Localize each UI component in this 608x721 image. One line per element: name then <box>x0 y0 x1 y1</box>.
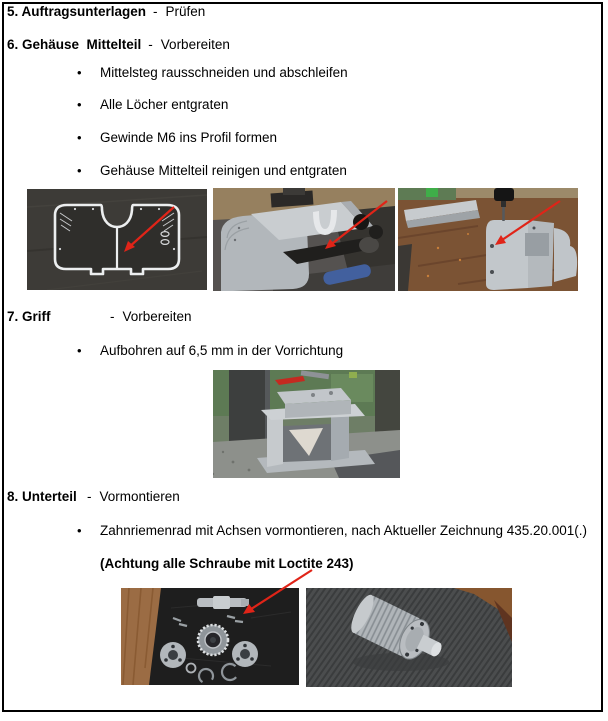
bullet-text: Aufbohren auf 6,5 mm in der Vorrichtung <box>100 343 344 358</box>
separator-dash: - <box>148 37 153 52</box>
bullet-item <box>77 130 277 145</box>
drill-fixture-photo-svg <box>213 370 400 478</box>
bullet-text: Zahnriemenrad mit Achsen vormontieren, nach Aktueller Zeichnung 435.20.001(.) <box>100 523 588 538</box>
bullet-dot: • <box>77 523 82 538</box>
bullet-item <box>77 163 347 178</box>
bullet-item <box>77 97 228 112</box>
bullet-item <box>77 523 587 538</box>
section-8-action: Vormontieren <box>99 489 180 504</box>
loctite-warning-note: (Achtung alle Schraube mit Loctite 243) <box>100 556 354 571</box>
bullet-text: Gehäuse Mittelteil reinigen und entgraten <box>100 163 347 178</box>
bullet-text: Alle Löcher entgraten <box>100 97 229 112</box>
bullet-text: Gewinde M6 ins Profil formen <box>100 130 278 145</box>
bullet-item <box>77 65 348 80</box>
toothed-pulley <box>198 625 228 655</box>
drilling-photo <box>398 188 578 291</box>
section-7-action: Vorbereiten <box>122 309 192 324</box>
separator-dash: - <box>110 309 115 324</box>
section-5-heading <box>7 4 205 19</box>
assembled-pulley-photo-svg <box>306 588 512 687</box>
housing-profile-photo <box>27 189 207 290</box>
red-arrow <box>232 566 322 621</box>
section-6-action: Vorbereiten <box>160 37 230 52</box>
bullet-dot: • <box>77 163 82 178</box>
separator-dash: - <box>153 4 158 19</box>
section-8-title: 8. Unterteil <box>7 489 77 504</box>
drill-fixture-photo <box>213 370 400 478</box>
section-7-heading <box>7 309 192 324</box>
section-8-heading <box>7 489 180 504</box>
belt-sanding-photo-svg <box>213 188 395 291</box>
housing-profile-photo-svg <box>27 189 207 290</box>
separator-dash: - <box>87 489 92 504</box>
section-5-action: Prüfen <box>165 4 206 19</box>
bullet-dot: • <box>77 97 82 112</box>
bullet-dot: • <box>77 130 82 145</box>
section-6-heading <box>7 37 230 52</box>
section-5-title: 5. Auftragsunterlagen <box>7 4 147 19</box>
drilling-photo-svg <box>398 188 578 291</box>
section-7-title: 7. Griff <box>7 309 51 324</box>
section-6-title: 6. Gehäuse Mittelteil <box>7 37 142 52</box>
belt-sanding-photo <box>213 188 395 291</box>
assembled-pulley-photo <box>306 588 512 687</box>
bullet-dot: • <box>77 65 82 80</box>
bullet-item <box>77 343 343 358</box>
bullet-dot: • <box>77 343 82 358</box>
bullet-text: Mittelsteg rausschneiden und abschleifen <box>100 65 348 80</box>
